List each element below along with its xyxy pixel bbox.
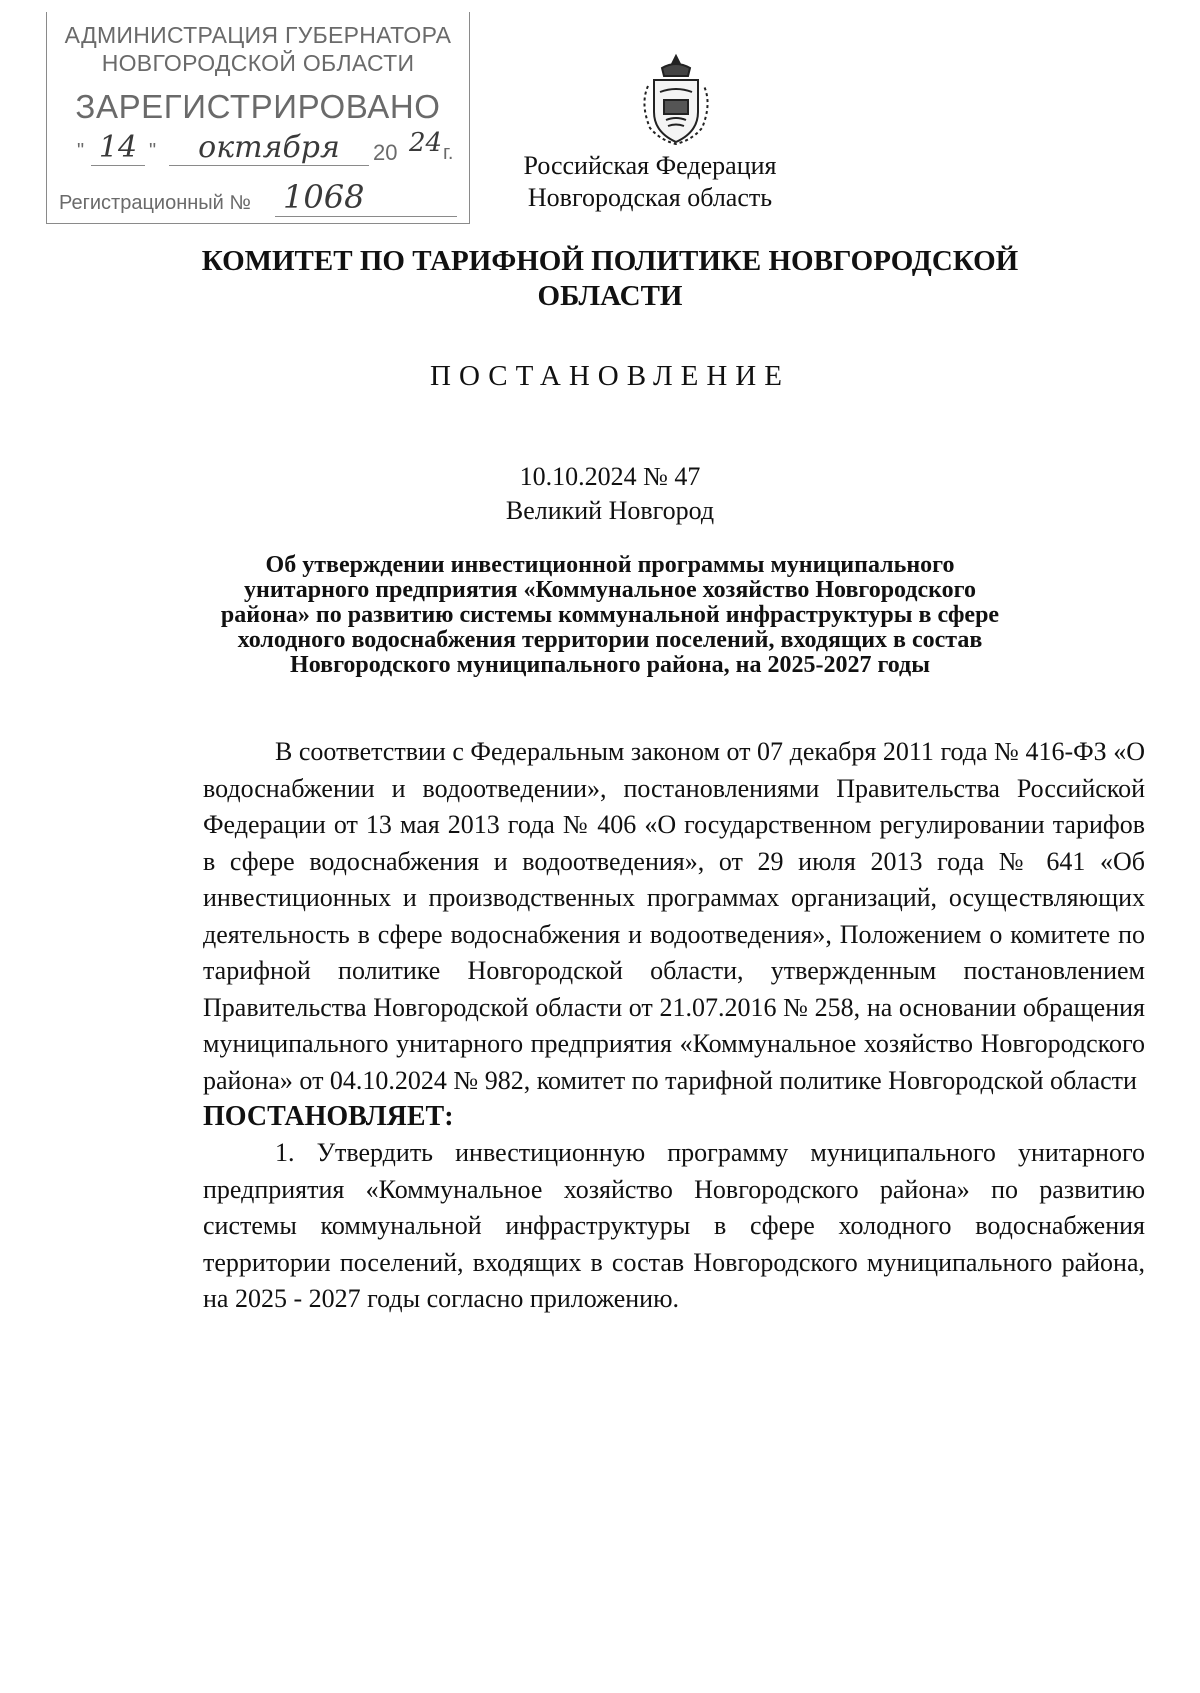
header-region: Новгородская область [527, 183, 773, 212]
stamp-number: 1068 [275, 178, 457, 217]
stamp-status: ЗАРЕГИСТРИРОВАНО [75, 88, 441, 125]
preamble-paragraph: В соответствии с Федеральным законом от 07 декабря 2011 года № 416-ФЗ «О водоснабжении и водоотведении», постановлениями Правительства Российской Федерации от 13 мая 2013 года № 406 «О государственном регулировании тарифов в сфере водоснабжения и водоотведения», от 29 июля 2013 года № 641 «Об инвестиционных и производственных программах организаций, осуществляющих деятельность в сфере водоснабжения и водоотведения», Положением о комитете по тарифной политике Новгородской области, утвержденным постановлением Правительства Новгородской области от 21.07.2016 № 258, на основании обращения муниципального унитарного предприятия «Коммунальное хозяйство Новгородского района» от 04.10.2024 № 982, комитет по тарифной политике Новгородской области [203, 737, 1145, 1095]
document-title: Об утверждении инвестиционной программы муниципального унитарного предприятия «Коммунальное хозяйство Новгородского района» по развитию системы коммунальной инфраструктуры в сфере холодного водоснабжения территории поселений, входящих в состав Новгородского муниципального района, на 2025-2027 годы [220, 552, 1000, 678]
stamp-month: октября [169, 130, 369, 166]
stamp-year-prefix: 20 [373, 140, 398, 165]
coat-of-arms-icon [636, 52, 716, 148]
committee-name: КОМИТЕТ ПО ТАРИФНОЙ ПОЛИТИКЕ НОВГОРОДСКОЙ ОБЛАСТИ [201, 245, 1019, 312]
stamp-day: 14 [91, 130, 145, 166]
registration-stamp [46, 12, 470, 224]
stamp-number-row [59, 178, 463, 216]
stamp-quote-close: " [149, 140, 157, 162]
document-date-block [150, 460, 1070, 528]
city: Великий Новгород [505, 496, 715, 525]
stamp-administration: АДМИНИСТРАЦИЯ ГУБЕРНАТОРА [64, 22, 452, 48]
date-number: 10.10.2024 № 47 [519, 462, 701, 491]
header-federation [500, 150, 800, 214]
stamp-region: НОВГОРОДСКОЙ ОБЛАСТИ [101, 50, 415, 76]
resolves-heading: ПОСТАНОВЛЯЕТ: [203, 1101, 454, 1132]
item-1-paragraph: 1. Утвердить инвестиционную программу муниципального унитарного предприятия «Коммунальное хозяйство Новгородского района» по развитию системы коммунальной инфраструктуры в сфере холодного водоснабжения территории поселений, входящих в состав Новгородского муниципального района, на 2025 - 2027 годы согласно приложению. [203, 1138, 1145, 1313]
stamp-number-label: Регистрационный № [59, 192, 251, 214]
document-body [203, 734, 1145, 1318]
stamp-quote-open: " [77, 140, 85, 162]
stamp-date [77, 128, 467, 174]
stamp-year-handwritten: 24 [409, 128, 443, 158]
stamp-year-suffix: г. [443, 142, 454, 164]
document-type: ПОСТАНОВЛЕНИЕ [430, 360, 790, 392]
header-country: Российская Федерация [523, 151, 777, 180]
